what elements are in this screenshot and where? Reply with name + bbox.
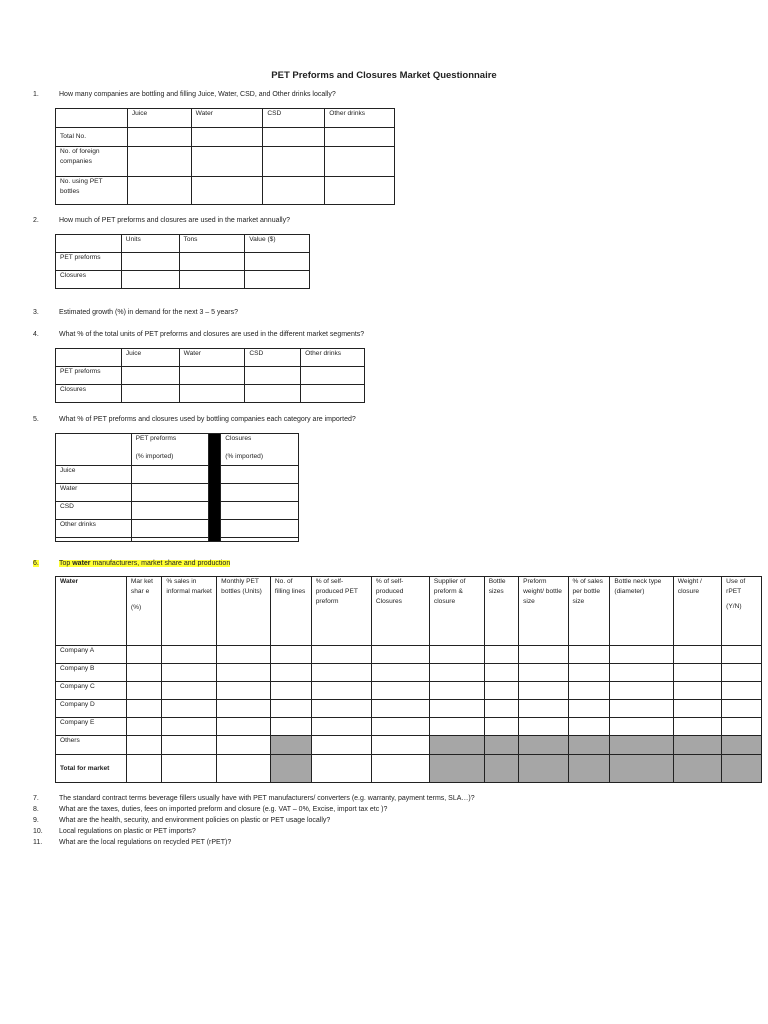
row-label: Total No. [56, 128, 128, 147]
question-text: What are the local regulations on recycled PET (rPET)? [59, 839, 232, 846]
answer-cell [610, 736, 673, 755]
table-header-cell [126, 577, 161, 646]
answer-cell[interactable] [270, 718, 311, 736]
table-header-cell: Juice [121, 349, 179, 367]
answer-cell[interactable] [371, 718, 429, 736]
table-header-cell: Units [121, 235, 179, 253]
answer-cell[interactable] [519, 700, 568, 718]
answer-cell[interactable] [484, 718, 518, 736]
answer-cell[interactable] [429, 718, 484, 736]
answer-cell [519, 736, 568, 755]
answer-cell[interactable] [722, 718, 762, 736]
table-header-cell [56, 235, 122, 253]
answer-cell[interactable] [126, 700, 161, 718]
col-label: Closures [225, 435, 252, 442]
table-header-cell: CSD [245, 349, 301, 367]
question-number: 6. [33, 560, 39, 567]
table-header-cell: Juice [127, 109, 191, 128]
answer-cell[interactable] [245, 271, 310, 289]
row-label: Company E [56, 718, 127, 736]
answer-cell[interactable] [311, 736, 371, 755]
answer-cell[interactable] [162, 700, 217, 718]
answer-cell[interactable] [484, 700, 518, 718]
answer-cell[interactable] [217, 755, 271, 783]
table-header-cell: Supplier of preform & closure [429, 577, 484, 646]
answer-cell[interactable] [191, 147, 263, 177]
answer-cell[interactable] [127, 128, 191, 147]
answer-cell[interactable] [325, 128, 395, 147]
row-label: Company C [56, 682, 127, 700]
table-header-cell: Other drinks [325, 109, 395, 128]
row-label: Company D [56, 700, 127, 718]
answer-cell[interactable] [484, 664, 518, 682]
answer-cell[interactable] [162, 646, 217, 664]
table-header-cell: % of self-produced PET preform [311, 577, 371, 646]
text-fragment: Top [59, 560, 73, 567]
answer-cell[interactable] [126, 718, 161, 736]
answer-cell[interactable] [179, 253, 245, 271]
answer-cell[interactable] [162, 718, 217, 736]
answer-cell[interactable] [519, 682, 568, 700]
table-header-cell: Tons [179, 235, 245, 253]
answer-cell[interactable] [568, 718, 610, 736]
answer-cell[interactable] [121, 271, 179, 289]
answer-cell[interactable] [371, 755, 429, 783]
answer-cell[interactable] [568, 646, 610, 664]
table-header-cell [221, 434, 299, 466]
col-sublabel: (% imported) [135, 453, 174, 460]
answer-cell[interactable] [311, 682, 371, 700]
question-text [59, 560, 230, 567]
answer-cell[interactable] [56, 538, 132, 542]
answer-cell [484, 736, 518, 755]
question-number: 7. [33, 795, 39, 802]
answer-cell[interactable] [519, 664, 568, 682]
table-header-cell: % of sales per bottle size [568, 577, 610, 646]
row-label: Closures [56, 385, 122, 403]
answer-cell[interactable] [221, 484, 299, 502]
question-text: How many companies are bottling and filling Juice, Water, CSD, and Other drinks locally? [59, 91, 336, 98]
answer-cell[interactable] [131, 466, 209, 484]
question-text: What % of the total units of PET preforms and closures are used in the different market segments? [59, 331, 365, 338]
answer-cell[interactable] [270, 646, 311, 664]
row-label: Company B [56, 664, 127, 682]
answer-cell[interactable] [673, 718, 721, 736]
table-header-cell: Bottle sizes [484, 577, 518, 646]
table-header-cell: CSD [263, 109, 325, 128]
question-number: 10. [33, 828, 43, 835]
row-label: Others [56, 736, 127, 755]
answer-cell [270, 736, 311, 755]
question-number: 9. [33, 817, 39, 824]
question-number: 2. [33, 217, 39, 224]
answer-cell[interactable] [568, 664, 610, 682]
answer-cell[interactable] [179, 385, 245, 403]
answer-cell[interactable] [126, 664, 161, 682]
col-label: Use of rPET [726, 578, 746, 595]
answer-cell[interactable] [673, 646, 721, 664]
answer-cell[interactable] [484, 646, 518, 664]
answer-cell[interactable] [722, 646, 762, 664]
question-number: 3. [33, 309, 39, 316]
answer-cell[interactable] [325, 147, 395, 177]
answer-cell[interactable] [162, 755, 217, 783]
answer-cell[interactable] [245, 367, 301, 385]
table-header-cell: Bottle neck type (diameter) [610, 577, 673, 646]
answer-cell [484, 755, 518, 783]
question-text: The standard contract terms beverage fillers usually have with PET manufacturers/ converters (e.g. warranty, payment terms, SLA…)? [59, 795, 475, 802]
answer-cell[interactable] [179, 367, 245, 385]
row-label: Other drinks [56, 520, 132, 538]
q2-table [55, 234, 310, 289]
table-header-cell: Water [179, 349, 245, 367]
answer-cell[interactable] [217, 718, 271, 736]
row-label: No. using PET bottles [56, 177, 128, 205]
answer-cell [568, 736, 610, 755]
answer-cell[interactable] [245, 385, 301, 403]
answer-cell [673, 755, 721, 783]
answer-cell[interactable] [610, 700, 673, 718]
answer-cell[interactable] [311, 700, 371, 718]
table-header-cell [56, 434, 132, 466]
table-header-cell: % sales in informal market [162, 577, 217, 646]
table-header-cell [131, 434, 209, 466]
text-fragment: manufacturers, market share and production [90, 560, 231, 567]
answer-cell[interactable] [221, 466, 299, 484]
answer-cell[interactable] [301, 385, 365, 403]
answer-cell[interactable] [429, 646, 484, 664]
answer-cell[interactable] [245, 253, 310, 271]
answer-cell[interactable] [673, 682, 721, 700]
answer-cell[interactable] [270, 664, 311, 682]
question-number: 4. [33, 331, 39, 338]
question-number: 1. [33, 91, 39, 98]
question-number: 8. [33, 806, 39, 813]
table-header-cell: Other drinks [301, 349, 365, 367]
table-header-cell [56, 109, 128, 128]
answer-cell[interactable] [722, 664, 762, 682]
table-header-cell: No. of filling lines [270, 577, 311, 646]
answer-cell[interactable] [568, 682, 610, 700]
q4-table [55, 348, 365, 403]
answer-cell[interactable] [325, 177, 395, 205]
row-label: Juice [56, 466, 132, 484]
answer-cell[interactable] [568, 700, 610, 718]
answer-cell[interactable] [371, 682, 429, 700]
answer-cell[interactable] [311, 718, 371, 736]
answer-cell[interactable] [221, 520, 299, 538]
answer-cell[interactable] [311, 646, 371, 664]
row-label: Closures [56, 271, 122, 289]
answer-cell[interactable] [162, 736, 217, 755]
question-text: What are the taxes, duties, fees on imported preform and closure (e.g. VAT – 0%, Excise, import tax etc )? [59, 806, 388, 813]
divider [209, 434, 221, 542]
question-text: What are the health, security, and environment policies on plastic or PET usage locally? [59, 817, 331, 824]
answer-cell [722, 755, 762, 783]
answer-cell[interactable] [217, 700, 271, 718]
answer-cell[interactable] [162, 682, 217, 700]
answer-cell[interactable] [191, 128, 263, 147]
answer-cell [610, 755, 673, 783]
answer-cell[interactable] [519, 646, 568, 664]
question-text: Local regulations on plastic or PET imports? [59, 828, 196, 835]
answer-cell [722, 736, 762, 755]
answer-cell[interactable] [673, 664, 721, 682]
answer-cell[interactable] [217, 664, 271, 682]
table-header-cell: Preform weight/ bottle size [519, 577, 568, 646]
answer-cell [673, 736, 721, 755]
answer-cell[interactable] [126, 682, 161, 700]
answer-cell[interactable] [221, 502, 299, 520]
answer-cell[interactable] [131, 484, 209, 502]
answer-cell[interactable] [121, 253, 179, 271]
answer-cell[interactable] [126, 646, 161, 664]
answer-cell[interactable] [221, 538, 299, 542]
answer-cell[interactable] [519, 718, 568, 736]
answer-cell[interactable] [429, 682, 484, 700]
answer-cell[interactable] [371, 700, 429, 718]
row-label: CSD [56, 502, 132, 520]
answer-cell [568, 755, 610, 783]
answer-cell [519, 755, 568, 783]
answer-cell[interactable] [301, 367, 365, 385]
answer-cell[interactable] [162, 664, 217, 682]
answer-cell[interactable] [131, 538, 209, 542]
answer-cell[interactable] [179, 271, 245, 289]
table-header-cell: % of self-produced Closures [371, 577, 429, 646]
answer-cell[interactable] [371, 736, 429, 755]
question-number: 11. [33, 839, 43, 846]
answer-cell[interactable] [722, 700, 762, 718]
answer-cell[interactable] [127, 147, 191, 177]
col-sublabel: (Y/N) [726, 603, 742, 610]
row-label: No. of foreign companies [56, 147, 128, 177]
answer-cell [429, 755, 484, 783]
row-label: PET preforms [56, 253, 122, 271]
answer-cell[interactable] [263, 147, 325, 177]
table-header-cell [56, 349, 122, 367]
q6-table [55, 576, 762, 783]
table-header-cell: Water [191, 109, 263, 128]
table-header-cell: Weight / closure [673, 577, 721, 646]
table-header-cell [722, 577, 762, 646]
col-sublabel: (%) [130, 604, 142, 611]
answer-cell[interactable] [722, 682, 762, 700]
answer-cell[interactable] [217, 646, 271, 664]
answer-cell[interactable] [610, 646, 673, 664]
col-label: Mar ket shar e [130, 578, 153, 595]
question-number: 5. [33, 416, 39, 423]
answer-cell[interactable] [217, 736, 271, 755]
answer-cell[interactable] [263, 177, 325, 205]
col-sublabel: (% imported) [225, 453, 264, 460]
row-label: Water [56, 484, 132, 502]
question-text: What % of PET preforms and closures used by bottling companies each category are imported? [59, 416, 356, 423]
row-label: Company A [56, 646, 127, 664]
row-label: PET preforms [56, 367, 122, 385]
answer-cell[interactable] [270, 700, 311, 718]
q1-table [55, 108, 395, 205]
text-fragment: water [72, 560, 91, 567]
answer-cell[interactable] [121, 367, 179, 385]
answer-cell[interactable] [311, 755, 371, 783]
answer-cell[interactable] [673, 700, 721, 718]
table-header-cell: Water [56, 577, 127, 646]
answer-cell[interactable] [371, 646, 429, 664]
table-header-cell: Value ($) [245, 235, 310, 253]
answer-cell[interactable] [131, 502, 209, 520]
answer-cell[interactable] [191, 177, 263, 205]
answer-cell [429, 736, 484, 755]
row-label: Total for market [56, 755, 127, 783]
answer-cell[interactable] [610, 718, 673, 736]
answer-cell[interactable] [311, 664, 371, 682]
q5-table [55, 433, 299, 542]
answer-cell[interactable] [126, 755, 161, 783]
answer-cell[interactable] [127, 177, 191, 205]
answer-cell[interactable] [263, 128, 325, 147]
answer-cell[interactable] [429, 664, 484, 682]
answer-cell[interactable] [270, 682, 311, 700]
page-title: PET Preforms and Closures Market Questionnaire [271, 70, 497, 81]
answer-cell[interactable] [217, 682, 271, 700]
answer-cell [270, 755, 311, 783]
answer-cell[interactable] [484, 682, 518, 700]
answer-cell[interactable] [610, 682, 673, 700]
answer-cell[interactable] [429, 700, 484, 718]
question-text: Estimated growth (%) in demand for the next 3 – 5 years? [59, 309, 238, 316]
question-text: How much of PET preforms and closures are used in the market annually? [59, 217, 290, 224]
table-header-cell: Monthly PET bottles (Units) [217, 577, 271, 646]
answer-cell[interactable] [610, 664, 673, 682]
answer-cell[interactable] [371, 664, 429, 682]
answer-cell[interactable] [121, 385, 179, 403]
answer-cell[interactable] [131, 520, 209, 538]
col-label: PET preforms [135, 435, 177, 442]
answer-cell[interactable] [126, 736, 161, 755]
